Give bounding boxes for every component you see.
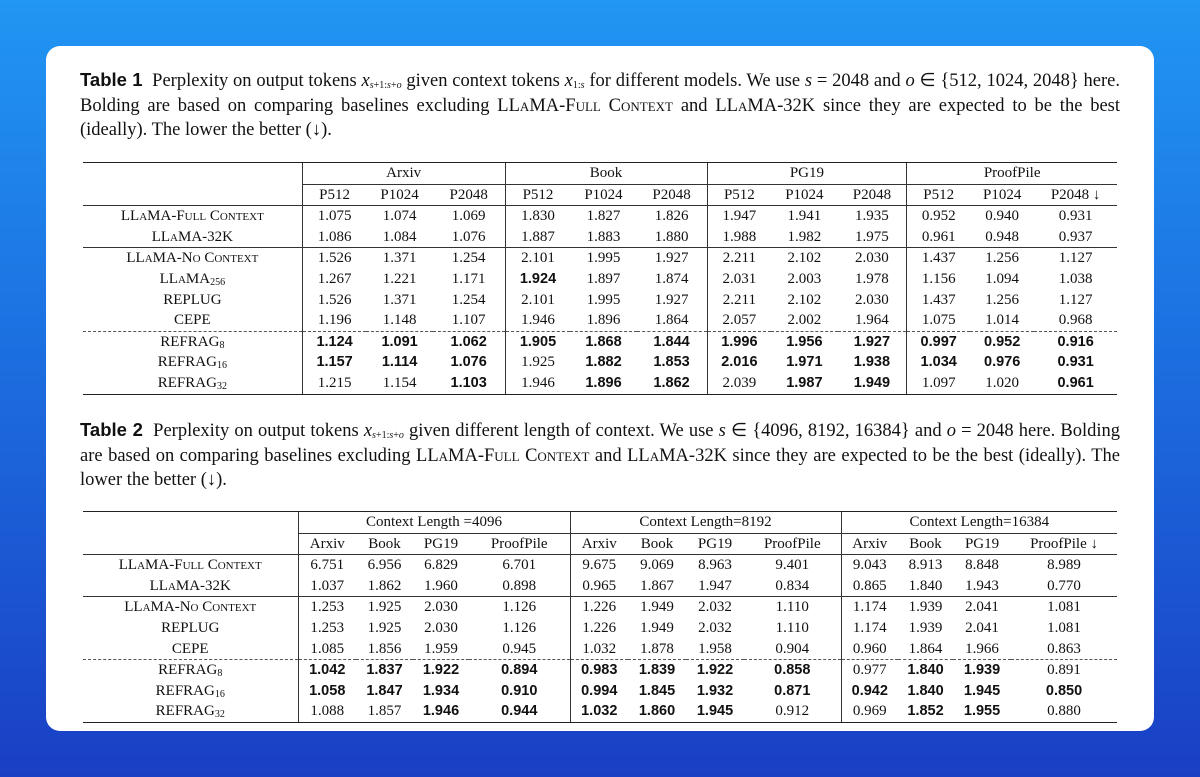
group-header-row: [83, 512, 1117, 534]
table-cell: 1.924: [505, 269, 570, 290]
model-name: $REFRAG_8$: [83, 331, 302, 352]
table-cell: 1.839: [628, 660, 686, 681]
table-row: [83, 310, 1117, 331]
table-cell: 2.030: [855, 291, 889, 308]
table-cell: 1.127: [1058, 291, 1093, 308]
subcol-header: PG19: [953, 533, 1011, 555]
table-cell: 1.042: [298, 660, 356, 681]
table-cell: 2.032: [686, 597, 744, 618]
table-cell: 1.927: [637, 248, 707, 269]
table-cell: 1.127: [1034, 248, 1117, 269]
header-blank: [83, 163, 302, 185]
table-cell: 0.894: [469, 660, 570, 681]
table-cell: 2.002: [787, 312, 822, 329]
table-cell: 1.256: [985, 291, 1020, 308]
table-cell: 1.935: [838, 206, 907, 227]
model-name: LLaMA-No Context: [83, 597, 298, 618]
table-cell: 1.862: [367, 577, 402, 594]
subcol-header: P2048: [838, 184, 907, 206]
table-cell: 1.862: [637, 373, 707, 394]
table-cell: 1.874: [654, 270, 689, 287]
model-name: REPLUG: [161, 619, 220, 636]
table-cell: 1.971: [786, 354, 823, 371]
subcol-header: PG19: [686, 533, 744, 555]
table-cell: 1.949: [628, 597, 686, 618]
table-row: [83, 639, 1117, 660]
table-cell: 0.960: [841, 639, 898, 660]
table-cell: 0.983: [570, 660, 628, 681]
table-cell: 0.965: [570, 576, 628, 597]
table-cell: 1.267: [302, 269, 366, 290]
table-cell: 1.837: [356, 660, 413, 681]
table-cell: 0.898: [502, 577, 537, 594]
table-cell: 0.858: [744, 660, 841, 681]
table-cell: 1.062: [433, 331, 505, 352]
table-cell: 1.830: [505, 206, 570, 227]
table-cell: 1.945: [963, 682, 1001, 699]
group-header: Context Length=8192: [570, 512, 841, 534]
table-cell: 1.371: [382, 291, 417, 308]
table-cell: 0.968: [1058, 312, 1093, 329]
group-header: PG19: [707, 163, 907, 185]
table-cell: 0.952: [970, 331, 1034, 352]
table-cell: 1.156: [907, 269, 970, 290]
table-cell: 0.944: [469, 701, 570, 722]
table-row: [83, 373, 1117, 394]
group-header: Book: [505, 163, 707, 185]
table-cell: 1.094: [985, 270, 1020, 287]
table-cell: 1.526: [302, 290, 366, 311]
table-cell: 1.437: [907, 248, 970, 269]
table-cell: 1.934: [422, 682, 460, 699]
group-header: Arxiv: [302, 163, 505, 185]
table-cell: 6.701: [469, 555, 570, 576]
table-cell: 1.038: [1058, 270, 1093, 287]
model-name: LLaMA$_{256}$: [159, 270, 226, 288]
table-cell: 1.896: [570, 373, 636, 394]
table-cell: 1.110: [744, 597, 841, 618]
table-cell: 1.157: [302, 352, 366, 373]
table-cell: 1.925: [367, 619, 402, 636]
table-cell: 8.963: [686, 555, 744, 576]
table-cell: 0.977: [841, 660, 898, 681]
table-cell: 2.101: [505, 248, 570, 269]
table-cell: 2.041: [953, 597, 1011, 618]
table-cell: 1.939: [908, 619, 943, 636]
table-cell: 1.988: [707, 227, 771, 248]
table-cell: 1.069: [433, 206, 505, 227]
table-cell: 6.751: [298, 555, 356, 576]
table-cell: 0.912: [744, 701, 841, 722]
table-cell: 2.211: [707, 248, 771, 269]
subcol-header: P2048 ↓: [1034, 184, 1117, 206]
table-cell: 1.091: [366, 331, 432, 352]
model-name: LLaMA-32K: [149, 577, 231, 594]
table-row: [83, 248, 1117, 269]
table-cell: 1.927: [654, 291, 689, 308]
table-cell: 0.952: [907, 206, 970, 227]
table-cell: 1.076: [451, 228, 486, 245]
table-row: [83, 206, 1117, 227]
subcol-header: P512: [302, 184, 366, 206]
table-cell: 1.085: [298, 639, 356, 660]
table-cell: 1.882: [585, 354, 622, 371]
table-cell: 1.086: [302, 227, 366, 248]
table-cell: 1.840: [898, 660, 953, 681]
table-cell: 1.945: [686, 701, 744, 722]
table-cell: 1.226: [570, 597, 628, 618]
table-cell: 1.995: [586, 291, 621, 308]
table-cell: 9.043: [841, 555, 898, 576]
table-cell: 9.675: [570, 555, 628, 576]
table-cell: 1.960: [424, 577, 458, 594]
table-cell: 1.964: [855, 312, 889, 329]
table-cell: 1.032: [570, 701, 628, 722]
table-cell: 1.088: [298, 701, 356, 722]
table-cell: 1.922: [686, 660, 744, 681]
table-row: [83, 681, 1117, 702]
table2-caption-text: Perplexity on output tokens $x_{s+1:s+o}$ given different length of context. We use s ∈ {4096, 8192, 16384} and o = 2048 here. Bolding are based on comparing baselines excluding LLaMA-Full Context and LLaMA-32K since they are expected to be the best (ideally). The lower the better (↓).: [80, 421, 1121, 490]
table-cell: 0.910: [501, 682, 538, 699]
table2-caption: [80, 418, 1120, 493]
table-cell: 1.437: [907, 290, 970, 311]
table-cell: 0.865: [841, 576, 898, 597]
table-cell: 1.847: [366, 682, 403, 699]
table-row: [83, 701, 1117, 722]
table1-caption: [80, 68, 1120, 143]
table-cell: 2.102: [787, 291, 822, 308]
table-cell: 1.254: [451, 291, 486, 308]
table-cell: 1.982: [787, 228, 822, 245]
table-cell: 1.857: [356, 701, 413, 722]
table-row: [83, 352, 1117, 373]
subcol-header: P1024: [771, 184, 837, 206]
subcol-header: Book: [628, 533, 686, 555]
table-cell: 1.032: [570, 639, 628, 660]
table-cell: 1.371: [366, 248, 432, 269]
table-cell: 1.171: [451, 270, 486, 287]
table-row: [83, 555, 1117, 576]
table-cell: 1.840: [908, 577, 943, 594]
table1-caption-text: Perplexity on output tokens $x_{s+1:s+o}$ given context tokens $x_{1:s}$ for different models. We use s = 2048 and o ∈ {512, 1024, 2048} here. Bolding are based on comparing baselines excluding LLaMA-Full Context and LLaMA-32K since they are expected to be the best (ideally). The lower the better (↓).: [80, 71, 1121, 140]
table-cell: 2.016: [707, 352, 771, 373]
table-cell: 1.949: [640, 619, 674, 636]
table-cell: 0.940: [970, 206, 1034, 227]
table-cell: 1.925: [356, 597, 413, 618]
table-cell: 0.994: [570, 681, 628, 702]
table-cell: 1.845: [638, 682, 676, 699]
table-cell: 1.114: [381, 354, 418, 371]
table-cell: 0.969: [841, 701, 898, 722]
subcol-header: ProofPile: [469, 533, 570, 555]
model-name: $REFRAG_{16}$: [155, 682, 225, 700]
table-cell: 2.057: [707, 310, 771, 331]
subcol-header: Book: [898, 533, 953, 555]
table-cell: 1.020: [970, 373, 1034, 394]
table-cell: 1.110: [775, 619, 809, 636]
table-cell: 1.958: [698, 640, 732, 657]
table-cell: 1.081: [1047, 619, 1081, 636]
table-cell: 1.074: [366, 206, 432, 227]
header-blank: [83, 533, 298, 555]
table-cell: 1.081: [1011, 597, 1117, 618]
table-cell: 0.931: [1034, 206, 1117, 227]
table-cell: 2.039: [707, 373, 771, 394]
table-cell: 1.154: [366, 373, 432, 394]
table-cell: 1.925: [505, 352, 570, 373]
subcol-header: Arxiv: [298, 533, 356, 555]
subcol-header: Arxiv: [570, 533, 628, 555]
table-cell: 2.003: [787, 270, 822, 287]
table-cell: 0.904: [775, 640, 810, 657]
table-cell: 1.880: [654, 228, 689, 245]
table-cell: 0.863: [1047, 640, 1081, 657]
table-cell: 1.975: [855, 228, 889, 245]
table-cell: 1.826: [637, 206, 707, 227]
table-cell: 2.031: [707, 269, 771, 290]
table-cell: 1.037: [298, 576, 356, 597]
subcol-header: ProofPile ↓: [1011, 533, 1117, 555]
table-cell: 0.997: [907, 331, 970, 352]
table-cell: 0.880: [1011, 701, 1117, 722]
table-cell: 1.852: [898, 701, 953, 722]
table-cell: 2.030: [838, 248, 907, 269]
table-cell: 2.211: [707, 290, 771, 311]
model-name: LLaMA-32K: [151, 228, 233, 245]
table-cell: 1.148: [382, 312, 417, 329]
table-cell: 0.942: [841, 681, 898, 702]
table-row: [83, 618, 1117, 639]
subcol-header-row: [83, 533, 1117, 555]
table-cell: 1.887: [505, 227, 570, 248]
table-cell: 1.932: [696, 682, 734, 699]
group-header: Context Length =4096: [298, 512, 570, 534]
table-cell: 1.254: [433, 248, 505, 269]
table-cell: 1.864: [908, 640, 943, 657]
table-row: [83, 660, 1117, 681]
table-cell: 1.959: [424, 640, 458, 657]
table-cell: 6.829: [413, 555, 469, 576]
model-name: $REFRAG_8$: [83, 660, 298, 681]
subcol-header: P1024: [970, 184, 1034, 206]
table-cell: 1.939: [953, 660, 1011, 681]
table-cell: 1.253: [298, 618, 356, 639]
subcol-header: Arxiv: [841, 533, 898, 555]
table-cell: 2.030: [424, 619, 458, 636]
table-cell: 2.041: [965, 619, 999, 636]
table-cell: 1.956: [771, 331, 837, 352]
header-blank: [83, 512, 298, 534]
table-cell: 1.987: [771, 373, 837, 394]
subcol-header: Book: [356, 533, 413, 555]
table-cell: 1.126: [469, 597, 570, 618]
table-cell: 9.401: [744, 555, 841, 576]
table-row: [83, 331, 1117, 352]
table2: [83, 511, 1117, 723]
table-cell: 1.868: [570, 331, 636, 352]
subcol-header: P2048: [637, 184, 707, 206]
table2-caption-label: Table 2: [80, 419, 143, 440]
table-cell: 1.946: [505, 373, 570, 394]
table-cell: 2.032: [698, 619, 732, 636]
table-cell: 1.939: [898, 597, 953, 618]
subcol-header: P512: [505, 184, 570, 206]
table-cell: 1.221: [382, 270, 417, 287]
table-cell: 1.107: [451, 312, 486, 329]
table-cell: 1.856: [367, 640, 402, 657]
table-cell: 1.827: [570, 206, 636, 227]
table-cell: 0.961: [907, 227, 970, 248]
table-cell: 1.947: [698, 577, 732, 594]
table-cell: 1.941: [771, 206, 837, 227]
table-cell: 1.949: [838, 373, 907, 394]
table-cell: 1.867: [640, 577, 674, 594]
table-cell: 1.253: [298, 597, 356, 618]
table-cell: 1.946: [505, 310, 570, 331]
table-cell: 1.124: [302, 331, 366, 352]
group-header: Context Length=16384: [841, 512, 1117, 534]
model-name: LLaMA-No Context: [83, 248, 302, 269]
table-cell: 2.101: [505, 290, 570, 311]
table-cell: 1.097: [907, 373, 970, 394]
table-cell: 1.075: [302, 206, 366, 227]
model-name: $REFRAG_{32}$: [83, 701, 298, 722]
table-cell: 1.922: [413, 660, 469, 681]
table-cell: 1.996: [707, 331, 771, 352]
model-name: REPLUG: [163, 291, 222, 308]
table-cell: 1.966: [965, 640, 999, 657]
table-cell: 1.943: [965, 577, 999, 594]
model-name: CEPE: [171, 640, 209, 657]
table-cell: 1.853: [653, 354, 690, 371]
table-cell: 1.844: [637, 331, 707, 352]
table-cell: 1.927: [838, 331, 907, 352]
model-name: $REFRAG_{16}$: [157, 354, 227, 372]
table-cell: 1.883: [586, 228, 621, 245]
table-cell: 1.174: [841, 618, 898, 639]
subcol-header: P512: [707, 184, 771, 206]
table-cell: 0.871: [774, 682, 811, 699]
table-cell: 0.961: [1034, 373, 1117, 394]
table-cell: 1.034: [907, 352, 970, 373]
table-cell: 1.126: [502, 619, 537, 636]
table-cell: 1.905: [505, 331, 570, 352]
table-cell: 1.014: [985, 312, 1020, 329]
subcol-header: ProofPile: [744, 533, 841, 555]
table-cell: 8.913: [898, 555, 953, 576]
model-name: LLaMA-Full Context: [83, 555, 298, 576]
table-cell: 0.834: [775, 577, 810, 594]
subcol-header: P1024: [570, 184, 636, 206]
table-cell: 0.891: [1011, 660, 1117, 681]
table-cell: 1.084: [382, 228, 417, 245]
paper-card: [46, 46, 1154, 731]
table-cell: 1.864: [654, 312, 689, 329]
table-cell: 1.897: [586, 270, 621, 287]
table-cell: 2.102: [771, 248, 837, 269]
model-name: LLaMA-Full Context: [83, 206, 302, 227]
table-cell: 1.860: [628, 701, 686, 722]
table-cell: 0.916: [1034, 331, 1117, 352]
subcol-header: P512: [907, 184, 970, 206]
model-name: $REFRAG_{32}$: [83, 373, 302, 394]
table-cell: 0.937: [1058, 228, 1093, 245]
table-cell: 1.174: [841, 597, 898, 618]
table-cell: 8.989: [1011, 555, 1117, 576]
table-row: [83, 576, 1117, 597]
table-cell: 6.956: [356, 555, 413, 576]
header-blank: [83, 184, 302, 206]
table-row: [83, 290, 1117, 311]
table-cell: 2.030: [413, 597, 469, 618]
table-cell: 0.945: [502, 640, 537, 657]
table-cell: 1.215: [302, 373, 366, 394]
table-cell: 1.075: [907, 310, 970, 331]
subcol-header: PG19: [413, 533, 469, 555]
group-header-row: [83, 163, 1117, 185]
table-cell: 1.840: [907, 682, 944, 699]
table-cell: 1.938: [853, 354, 891, 371]
group-header: ProofPile: [907, 163, 1117, 185]
table-cell: 9.069: [628, 555, 686, 576]
table-cell: 1.226: [570, 618, 628, 639]
table-cell: 1.526: [302, 248, 366, 269]
table-cell: 1.076: [450, 354, 487, 371]
subcol-header: P2048: [433, 184, 505, 206]
table-cell: 8.848: [953, 555, 1011, 576]
table1-caption-label: Table 1: [80, 69, 143, 90]
table-cell: 1.995: [570, 248, 636, 269]
table-cell: 1.878: [640, 640, 674, 657]
table-cell: 1.196: [302, 310, 366, 331]
subcol-header-row: [83, 184, 1117, 206]
table-cell: 0.976: [984, 354, 1021, 371]
table1: [83, 162, 1117, 395]
table-cell: 1.256: [970, 248, 1034, 269]
table-row: [83, 227, 1117, 248]
table-cell: 1.058: [298, 681, 356, 702]
table-cell: 1.947: [707, 206, 771, 227]
model-name: CEPE: [174, 312, 211, 329]
table-cell: 1.955: [953, 701, 1011, 722]
table-cell: 1.896: [586, 312, 621, 329]
table-cell: 0.770: [1047, 577, 1081, 594]
table-cell: 0.850: [1045, 682, 1083, 699]
table-cell: 1.946: [413, 701, 469, 722]
table-row: [83, 597, 1117, 618]
table-cell: 0.948: [985, 228, 1020, 245]
table-cell: 0.931: [1057, 354, 1094, 371]
subcol-header: P1024: [366, 184, 432, 206]
table-row: [83, 269, 1117, 290]
table-cell: 1.978: [855, 270, 889, 287]
table-cell: 1.103: [433, 373, 505, 394]
